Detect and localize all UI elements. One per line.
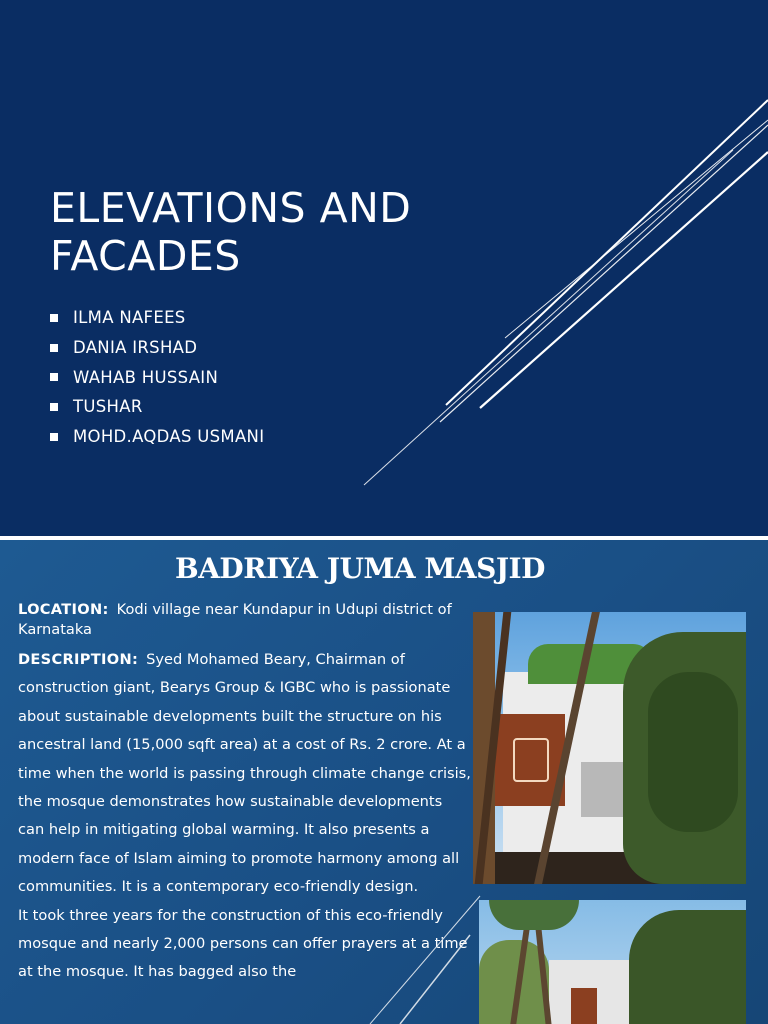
- description-text: Syed Mohamed Beary, Chairman of construction giant, Bearys Group & IGBC who is passionate about sustainable developments built the structure on his ancestral land (15,000 sqft area) at a cost of Rs. 2 crore. At a time when the world is passing through climate change crisis, the mosque demonstrates how sustainable developments can help in mitigating global warming. It also presents a modern face of Islam aiming to promote harmony among all communities. It is a contemporary eco-friendly design.: [18, 651, 471, 896]
- member-item: [50, 303, 264, 333]
- square-bullet-icon: [50, 344, 58, 352]
- member-item: [50, 333, 264, 363]
- construction-paragraph: It took three years for the construction of this eco-friendly mosque and nearly 2,000 persons can offer prayers at a time at the mosque. It has bagged also the: [18, 906, 468, 981]
- member-name: ILMA NAFEES: [73, 308, 186, 328]
- square-bullet-icon: [50, 403, 58, 411]
- description-label: DESCRIPTION:: [18, 651, 139, 668]
- square-bullet-icon: [50, 433, 58, 441]
- member-item: [50, 362, 264, 392]
- description-paragraph: [18, 646, 473, 902]
- location-label: LOCATION:: [18, 601, 109, 618]
- slide-title: [50, 184, 411, 280]
- location-text: Kodi village near Kundapur in Udupi district of Karnataka: [18, 601, 452, 638]
- square-bullet-icon: [50, 314, 58, 322]
- member-list: [50, 303, 264, 451]
- member-name: DANIA IRSHAD: [73, 338, 198, 358]
- location-paragraph: [18, 600, 473, 640]
- member-name: WAHAB HUSSAIN: [73, 367, 219, 387]
- member-item: [50, 422, 264, 452]
- mosque-facade-photo: [473, 612, 746, 884]
- member-item: [50, 392, 264, 422]
- member-name: TUSHAR: [73, 397, 143, 417]
- title-line: FACADES: [50, 232, 241, 280]
- slide-title: BADRIYA JUMA MASJID: [175, 552, 545, 585]
- masjid-slide: [0, 540, 768, 1024]
- square-bullet-icon: [50, 373, 58, 381]
- description-block: [18, 600, 473, 987]
- mosque-palms-photo: [479, 900, 746, 1024]
- member-name: MOHD.AQDAS USMANI: [73, 427, 265, 447]
- title-line: ELEVATIONS AND: [50, 184, 412, 232]
